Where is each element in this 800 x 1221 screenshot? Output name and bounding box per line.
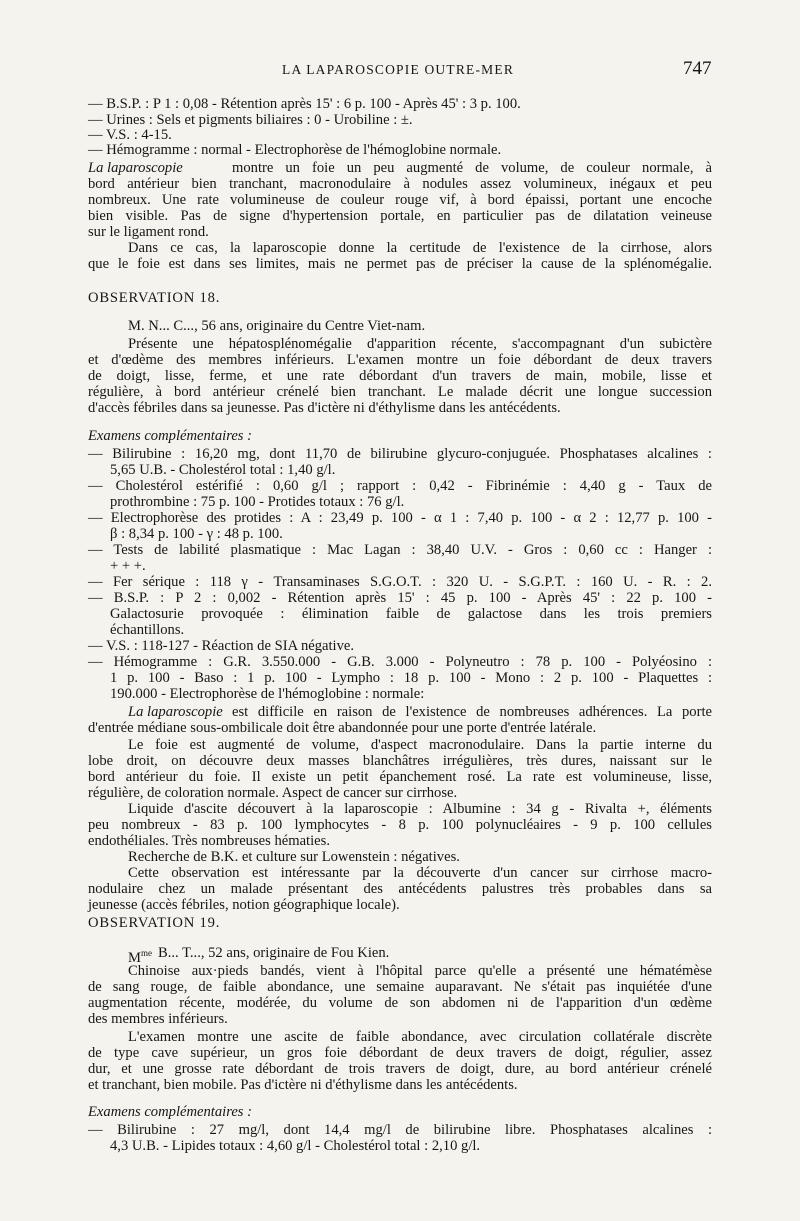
text-line: — Bilirubine : 16,20 mg, dont 11,70 de bilirubine glycuro-conjuguée. Phosphatases alcalines : (88, 446, 712, 462)
italic-lead: La laparoscopie (88, 160, 183, 176)
text-line: montre un foie un peu augmenté de volume, de couleur normale, à (232, 160, 712, 176)
text-line: Galactosurie provoquée : élimination faible de galactose dans les trois premiers (110, 606, 712, 622)
text-line: — B.S.P. : P 1 : 0,08 - Rétention après 15' : 6 p. 100 - Après 45' : 3 p. 100. (88, 96, 521, 112)
text-line: Chinoise aux·pieds bandés, vient à l'hôpital parce qu'elle a présenté une hématémèse (128, 963, 712, 979)
text-line: Cette observation est intéressante par la découverte d'un cancer sur cirrhose macro- (128, 865, 712, 881)
text-line: Le foie est augmenté de volume, d'aspect macronodulaire. Dans la partie interne du (128, 737, 712, 753)
text-line: augmentation récente, modérée, du volume de son abdomen ni de l'apparition d'un œdème (88, 995, 712, 1011)
text-line: peu nombreux - 83 p. 100 lymphocytes - 8 p. 100 polynucléaires - 9 p. 100 cellules (88, 817, 712, 833)
text-line: de sang rouge, de faible abondance, une semaine auparavant. Ne s'était pas inquiétée d'une (88, 979, 712, 995)
text-line: — V.S. : 4-15. (88, 127, 172, 143)
text-line: — B.S.P. : P 2 : 0,002 - Rétention après 15' : 45 p. 100 - Après 45' : 22 p. 100 - (88, 590, 712, 606)
text-line: des membres inférieurs. (88, 1011, 228, 1027)
page-number: 747 (683, 58, 712, 79)
running-header: LA LAPAROSCOPIE OUTRE-MER (282, 62, 515, 77)
title-abbrev: M (128, 949, 141, 966)
text-line: prothrombine : 75 p. 100 - Protides totaux : 76 g/l. (110, 494, 405, 510)
text-line: — Hémogramme : normal - Electrophorèse de l'hémoglobine normale. (88, 142, 502, 158)
text-line: M. N... C..., 56 ans, originaire du Centre Viet-nam. (128, 318, 426, 334)
text-line: 4,3 U.B. - Lipides totaux : 4,60 g/l - Cholestérol total : 2,10 g/l. (110, 1138, 481, 1154)
text-line: nombreux. Une rate volumineuse de couleur rouge vif, à bord épaissi, portant une encoche (88, 192, 712, 208)
text-line: échantillons. (110, 622, 185, 638)
text-line: et d'œdème des membres inférieurs. L'examen montre un foie débordant de deux travers (88, 352, 712, 368)
text-line: Dans ce cas, la laparoscopie donne la certitude de l'existence de la cirrhose, alors (128, 240, 712, 256)
text-line: 1 p. 100 - Baso : 1 p. 100 - Lympho : 18 p. 100 - Mono : 2 p. 100 - Plaquettes : (110, 670, 712, 686)
observation-heading: OBSERVATION 18. (88, 290, 221, 306)
text-line: bien visible. Pas de signe d'hypertension portale, en particulier pas de dilatation veineuse (88, 208, 712, 224)
text-line: régulière, de coloration normale. Aspect de cancer sur cirrhose. (88, 785, 458, 801)
text-line: Liquide d'ascite découvert à la laparoscopie : Albumine : 34 g - Rivalta +, éléments (128, 801, 712, 817)
text-line: — Electrophorèse des protides : A : 23,49 p. 100 - α 1 : 7,40 p. 100 - α 2 : 12,77 p. 100 - (88, 510, 712, 526)
observation-heading: OBSERVATION 19. (88, 915, 221, 931)
text-line: — V.S. : 118-127 - Réaction de SIA négative. (88, 638, 355, 654)
text-line: — Bilirubine : 27 mg/l, dont 14,4 mg/l de bilirubine libre. Phosphatases alcalines : (88, 1122, 712, 1138)
text-line: 5,65 U.B. - Cholestérol total : 1,40 g/l. (110, 462, 336, 478)
text-line: Examens complémentaires : (88, 428, 252, 444)
text-line: d'entrée médiane sous-ombilicale doit être abandonnée pour une porte d'entrée latérale. (88, 720, 597, 736)
text-line: et tranchant, bien mobile. Pas d'ictère ni d'éthylisme dans les antécédents. (88, 1077, 518, 1093)
text-line: + + +. (110, 558, 146, 574)
text-line: bord antérieur bien tranchant, macronodulaire à nodules assez volumineux, inégaux et peu (88, 176, 712, 192)
text-line: nodulaire chez un malade présentant des antécédents palustres très probables dans sa (88, 881, 712, 897)
italic-lead: La laparoscopie (128, 704, 223, 720)
text-line: — Tests de labilité plasmatique : Mac Lagan : 38,40 U.V. - Gros : 0,60 cc : Hanger : (88, 542, 712, 558)
text-line: de doigt, lisse, ferme, et une rate débordant d'un travers de main, mobile, lisse et (88, 368, 712, 384)
text-line: dur, et une grosse rate débordant de trois travers de doigt, dure, au bord antérieur crénelé (88, 1061, 712, 1077)
text-line: sur le ligament rond. (88, 224, 209, 240)
text-line: d'accès fébriles dans sa jeunesse. Pas d'ictère ni d'éthylisme dans les antécédents. (88, 400, 561, 416)
text-line: L'examen montre une ascite de faible abondance, avec circulation collatérale discrète (128, 1029, 712, 1045)
text-line: régulière, à bord antérieur crénelé bien tranchant. Le malade décrit une longue succession (88, 384, 712, 400)
text-line: bord antérieur du foie. Il existe un petit épanchement rosé. La rate est volumineuse, lisse, (88, 769, 712, 785)
text-line: est difficile en raison de l'existence de nombreuses adhérences. La porte (232, 704, 712, 720)
text-line: — Urines : Sels et pigments biliaires : 0 - Urobiline : ±. (88, 112, 413, 128)
text-line: Recherche de B.K. et culture sur Lowenstein : négatives. (128, 849, 460, 865)
text-line: Examens complémentaires : (88, 1104, 252, 1120)
text-line: que le foie est dans ses limites, mais ne permet pas de préciser la cause de la splénomégalie. (88, 256, 712, 272)
text-line: — Cholestérol estérifié : 0,60 g/l ; rapport : 0,42 - Fibrinémie : 4,40 g - Taux de (88, 478, 712, 494)
text-line: — Hémogramme : G.R. 3.550.000 - G.B. 3.000 - Polyneutro : 78 p. 100 - Polyéosino : (88, 654, 712, 670)
text-line: — Fer sérique : 118 γ - Transaminases S.G.O.T. : 320 U. - S.G.P.T. : 160 U. - R. : 2. (88, 574, 712, 590)
text-line: Présente une hépatosplénomégalie d'apparition récente, s'accompagnant d'un subictère (128, 336, 712, 352)
text-line: B... T..., 52 ans, originaire de Fou Kien. (158, 945, 390, 961)
text-line: lobe droit, on découvre deux masses blanchâtres irrégulières, très dures, naissant sur le (88, 753, 712, 769)
text-line: 190.000 - Electrophorèse de l'hémoglobine : normale: (110, 686, 425, 702)
title-abbrev-sup: me (140, 948, 152, 958)
text-line: jeunesse (accès fébriles, notion géographique locale). (88, 897, 400, 913)
text-line: endothéliales. Très nombreuses hématies. (88, 833, 330, 849)
text-line: de type cave supérieur, un gros foie débordant de deux travers de doigt, régulier, assez (88, 1045, 712, 1061)
text-line: β : 8,34 p. 100 - γ : 48 p. 100. (110, 526, 283, 542)
